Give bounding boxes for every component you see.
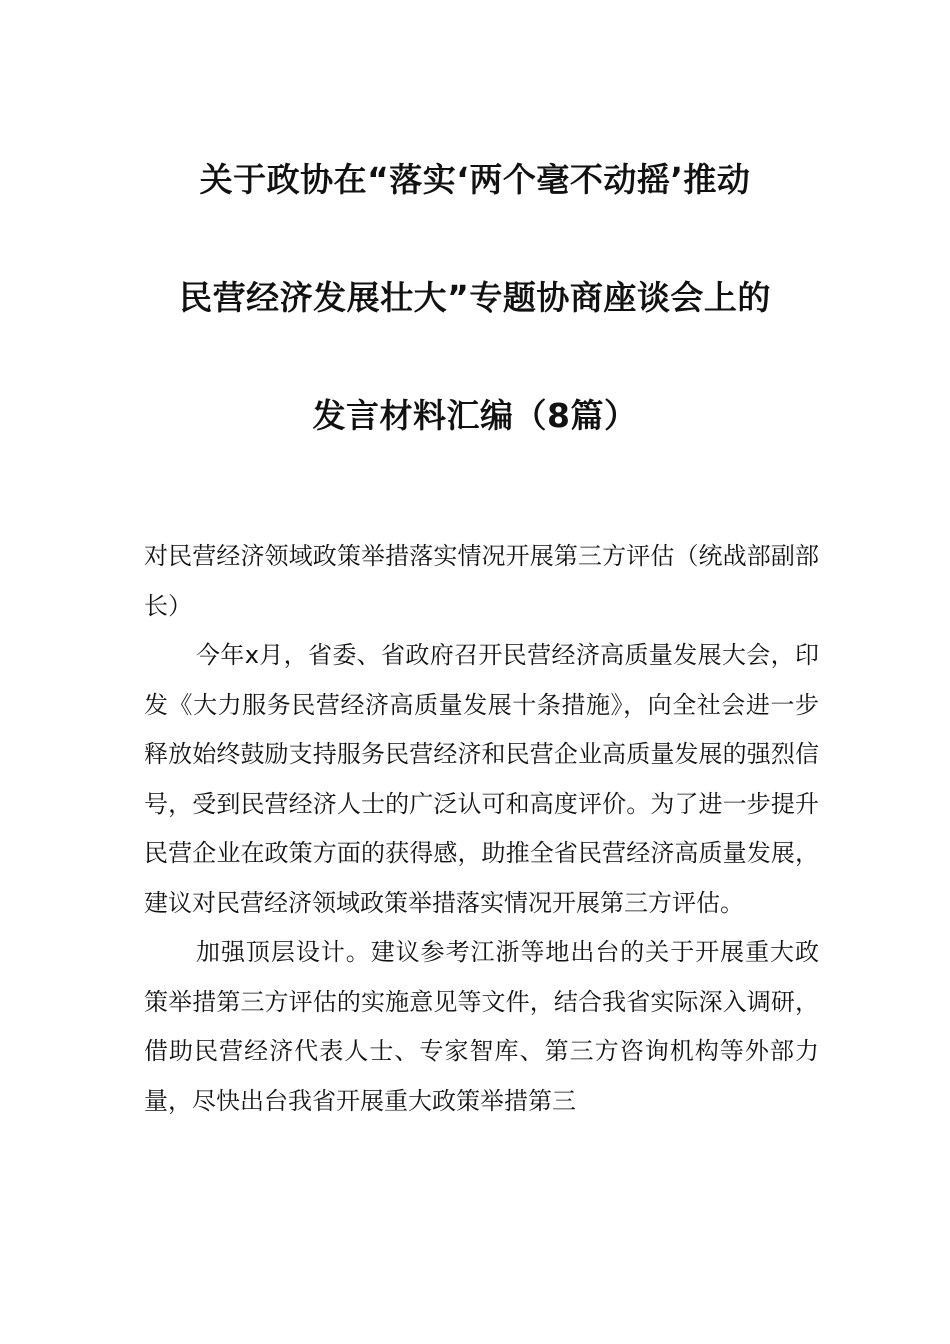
title-line-1: 关于政协在“落实‘两个毫不动摇’推动 bbox=[199, 160, 751, 199]
section-heading: 对民营经济领域政策举措落实情况开展第三方评估（统战部副部长） bbox=[144, 542, 819, 620]
title-line-3: 发言材料汇编（8篇） bbox=[312, 396, 638, 435]
document-title bbox=[100, 150, 850, 446]
document-body bbox=[144, 532, 819, 1126]
body-paragraph-1: 今年x月，省委、省政府召开民营经济高质量发展大会，印发《大力服务民营经济高质量发展十条措施》，向全社会进一步释放始终鼓励支持服务民营经济和民营企业高质量发展的强烈信号，受到民营经济人士的广泛认可和高度评价。为了进一步提升民营企业在政策方面的获得感，助推全省民营经济高质量发展，建议对民营经济领域政策举措落实情况开展第三方评估。 bbox=[144, 641, 819, 917]
body-paragraph-2: 加强顶层设计。建议参考江浙等地出台的关于开展重大政策举措第三方评估的实施意见等文件，结合我省实际深入调研，借助民营经济代表人士、专家智库、第三方咨询机构等外部力量，尽快出台我省开展重大政策举措第三 bbox=[144, 938, 819, 1115]
title-line-2: 民营经济发展壮大”专题协商座谈会上的 bbox=[179, 278, 771, 317]
